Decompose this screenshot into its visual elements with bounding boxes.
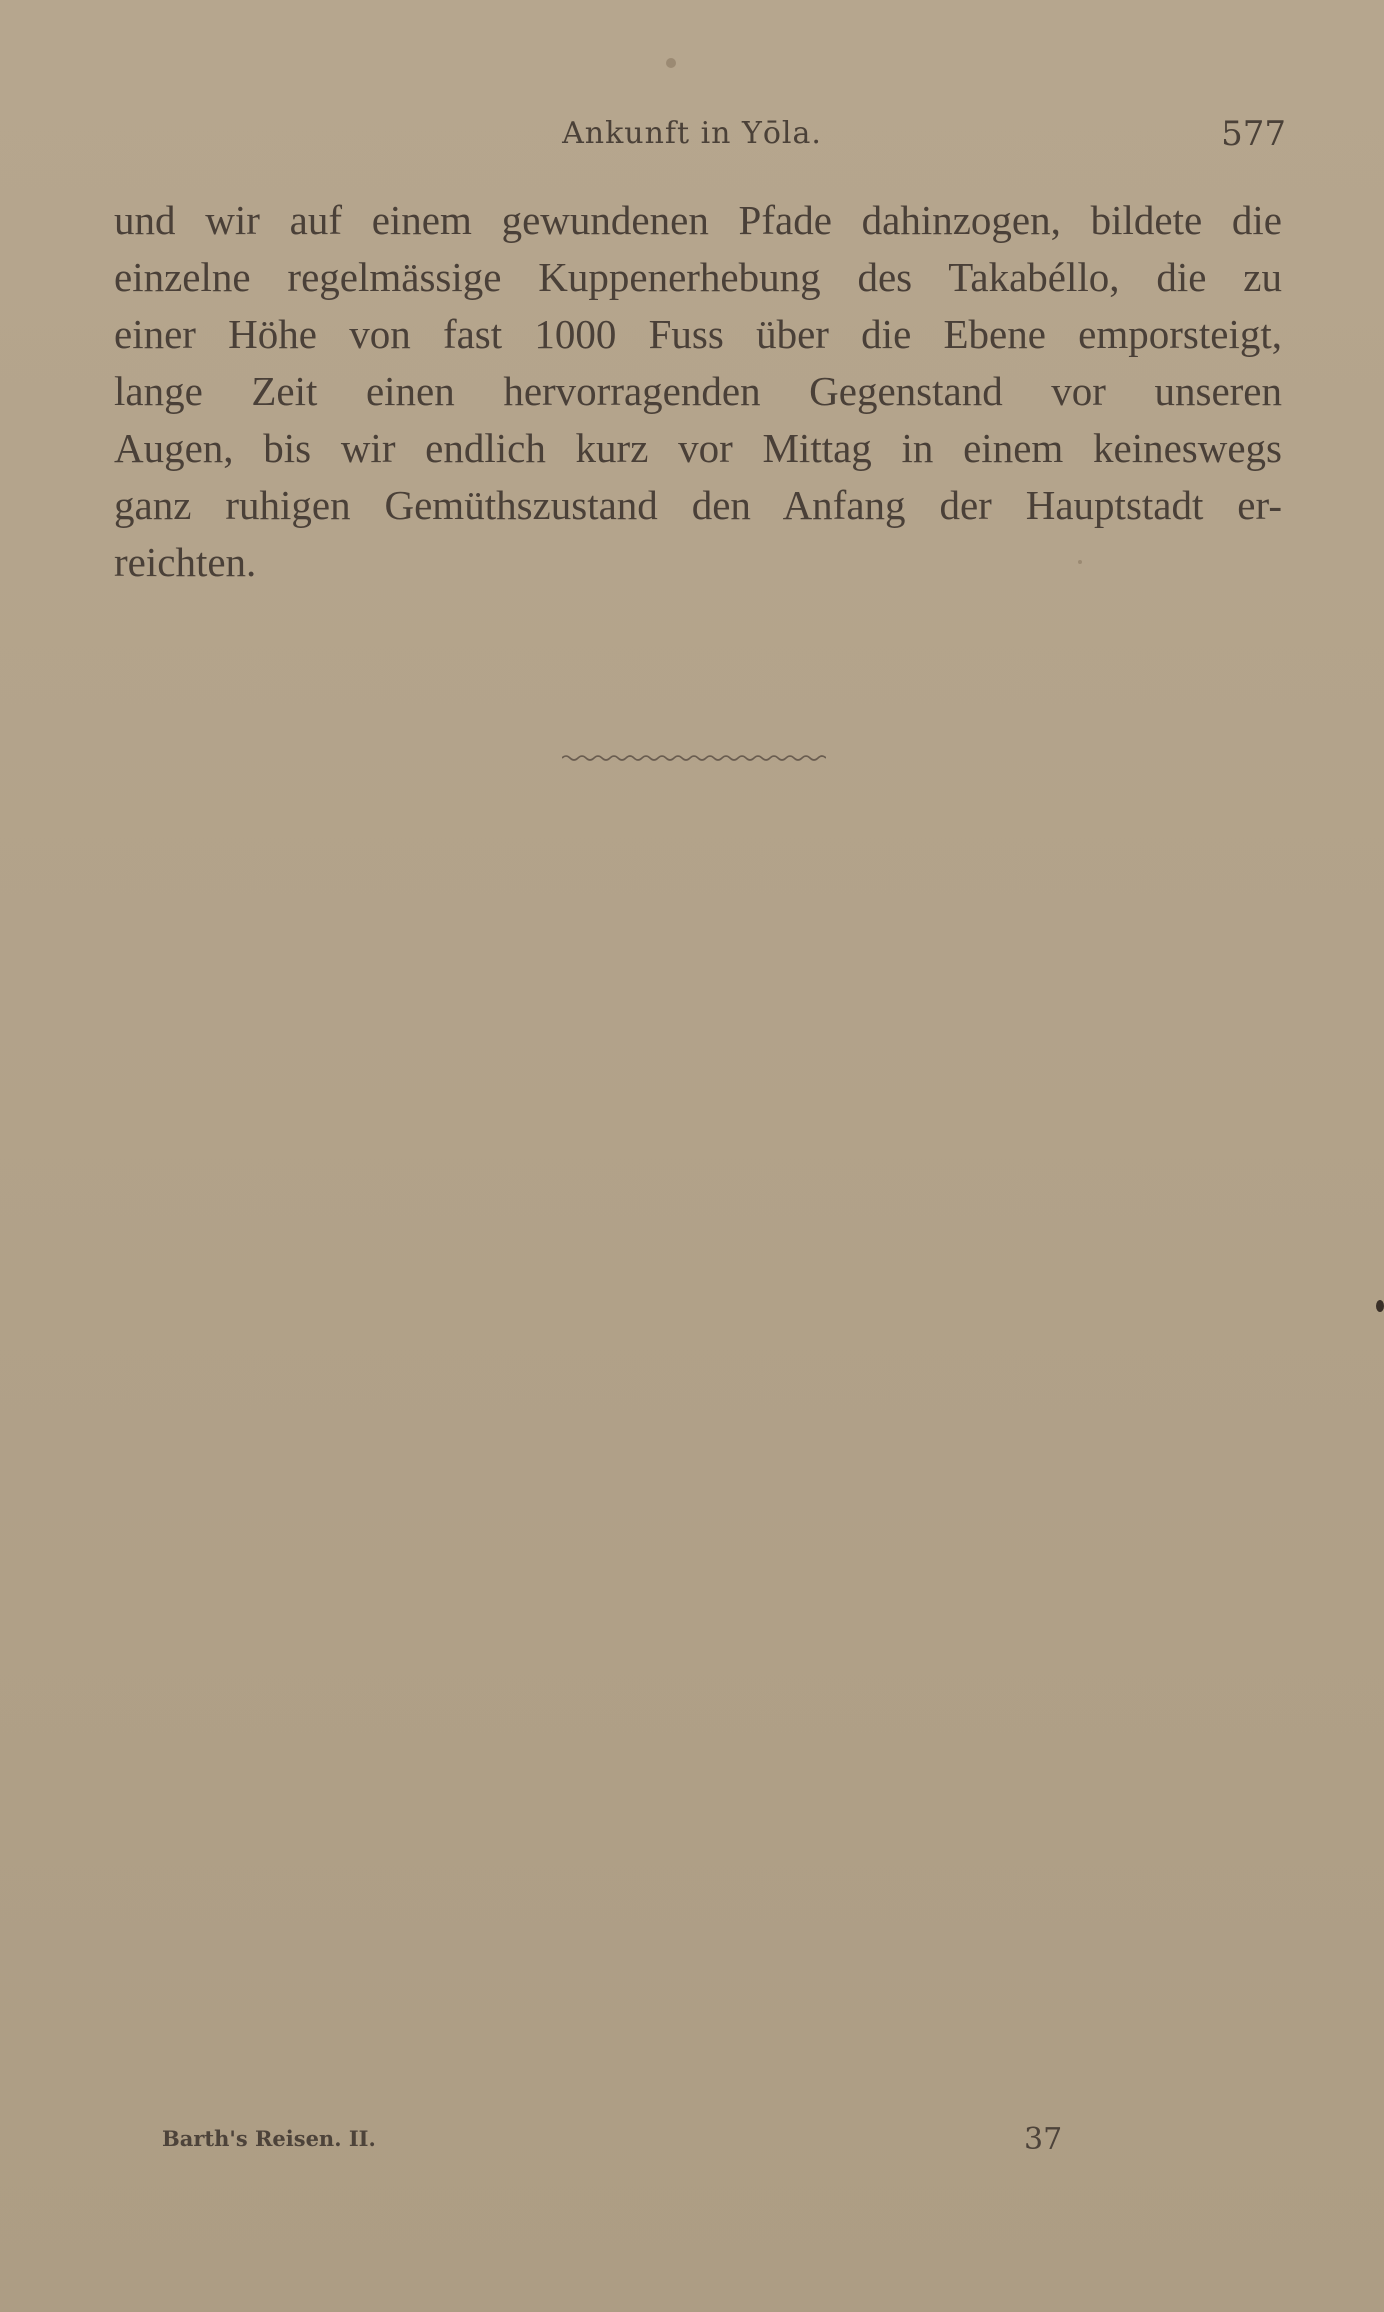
text-line: ganz ruhigen Gemüthszustand den Anfang der Hauptstadt er-	[114, 482, 1282, 528]
text-line: einzelne regelmässige Kuppenerhebung des Takabéllo, die zu	[114, 254, 1282, 300]
text-line: und wir auf einem gewundenen Pfade dahinzogen, bildete die	[114, 197, 1282, 243]
printer-signature: Barth's Reisen. II.	[162, 2126, 376, 2151]
running-header-title: Ankunft in Yōla.	[562, 116, 822, 151]
paper-speck	[1078, 560, 1082, 564]
text-line: lange Zeit einen hervorragenden Gegenstand vor unseren	[114, 368, 1282, 414]
text-line: Augen, bis wir endlich kurz vor Mittag in einem keineswegs	[114, 425, 1282, 471]
text-line: einer Höhe von fast 1000 Fuss über die Ebene emporsteigt,	[114, 311, 1282, 357]
sheet-number: 37	[1024, 2122, 1063, 2157]
section-divider-ornament	[562, 752, 826, 764]
page-number: 577	[1221, 114, 1286, 154]
paper-speck	[1376, 1300, 1384, 1312]
body-paragraph	[114, 192, 1282, 591]
paper-speck	[666, 58, 676, 68]
text-line: reichten.	[114, 539, 257, 585]
